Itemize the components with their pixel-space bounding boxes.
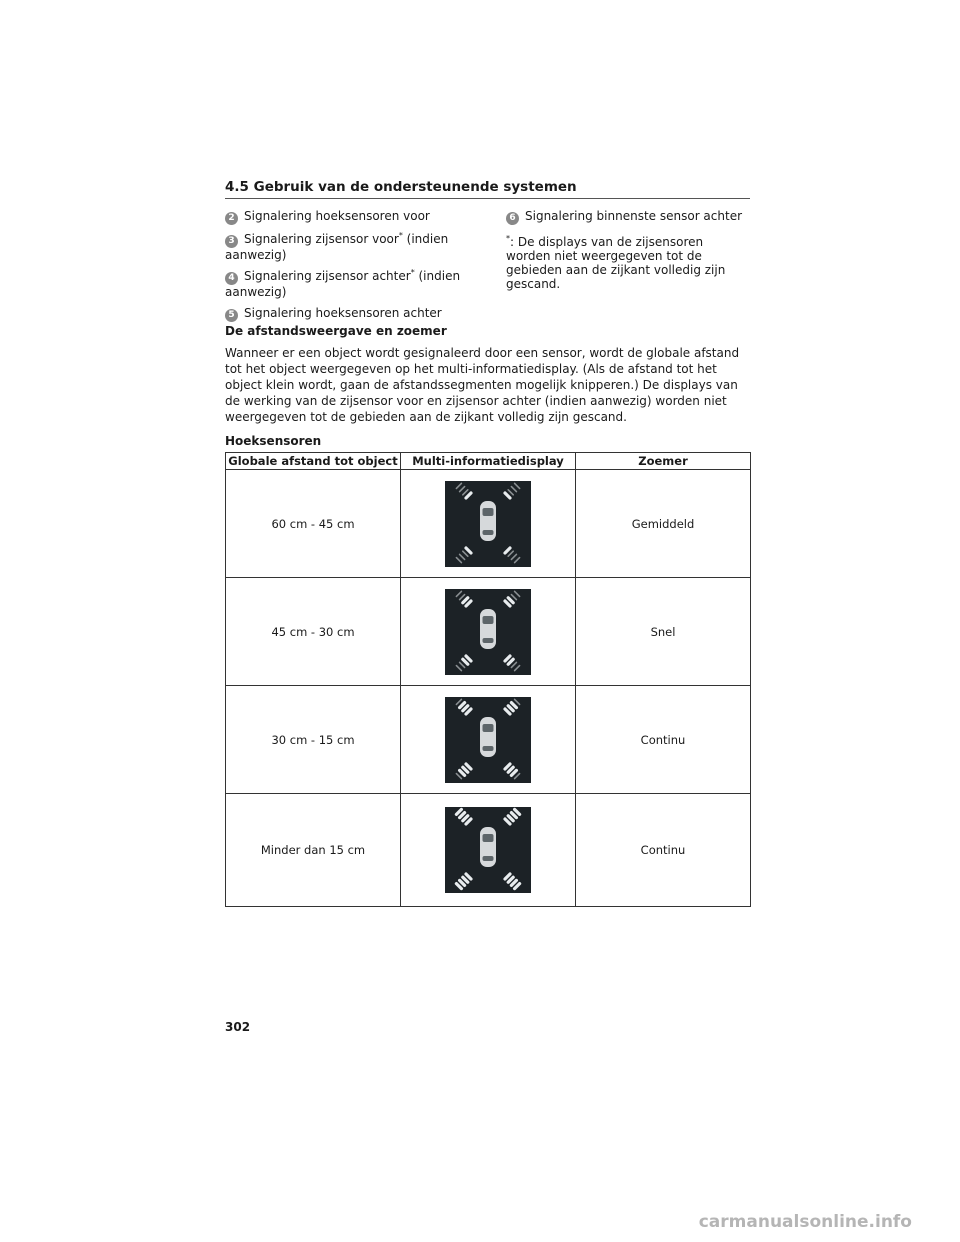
subsection-title: De afstandsweergave en zoemer (225, 324, 447, 338)
sensor-segment (456, 809, 461, 814)
sensor-segment (463, 489, 468, 494)
sensor-segment (505, 548, 510, 553)
sensor-display-image (445, 807, 531, 893)
sensor-segment (505, 709, 510, 714)
footnote (506, 235, 750, 291)
display-cell (401, 686, 576, 794)
sensor-segment (456, 884, 461, 889)
sensor-segment (456, 665, 461, 670)
sensor-segment (508, 489, 513, 494)
display-cell (401, 578, 576, 686)
table-header-row (226, 453, 751, 470)
sensor-segment (463, 597, 468, 602)
legend-item-text: Signalering hoeksensoren voor (244, 209, 430, 223)
sensor-segment (466, 548, 471, 553)
buzzer-cell: Gemiddeld (576, 470, 751, 578)
sensor-segment (505, 819, 510, 824)
sensor-segment (515, 557, 520, 562)
legend-item-text: Signalering binnenste sensor achter (525, 209, 743, 223)
sensor-segment (466, 764, 471, 769)
sensor-segment (463, 767, 468, 772)
callout-number: 4 (225, 272, 238, 285)
sensor-segment (505, 656, 510, 661)
sensor-display-graphic (445, 589, 531, 675)
buzzer-cell: Snel (576, 578, 751, 686)
table-row (226, 470, 751, 578)
distance-cell: 45 cm - 30 cm (226, 578, 401, 686)
sensor-segment (460, 813, 465, 818)
buzzer-cell: Continu (576, 686, 751, 794)
sensor-segment (456, 773, 461, 778)
sensor-display-graphic (445, 697, 531, 783)
car-rear-window (483, 638, 494, 643)
sensor-segment (508, 659, 513, 664)
sensor-segment (463, 659, 468, 664)
sensor-segment (463, 877, 468, 882)
sensor-display-graphic (445, 481, 531, 567)
car-rear-window (483, 530, 494, 535)
legend-item-4 (225, 269, 487, 299)
sensor-segment (460, 554, 465, 559)
header-display: Multi-informatiedisplay (401, 453, 576, 470)
sensor-segment (463, 551, 468, 556)
legend-right-column (506, 209, 750, 291)
legend-item-text: Signalering zijsensor voor (244, 232, 399, 246)
corner-sensor-table (225, 452, 751, 907)
legend-item-suffix: (indien aanwezig) (225, 269, 461, 299)
sensor-segment (511, 486, 516, 491)
sensor-segment (460, 702, 465, 707)
header-distance: Globale afstand tot object (226, 453, 401, 470)
sensor-segment (515, 884, 520, 889)
sensor-display-image (445, 697, 531, 783)
sensor-display-image (445, 589, 531, 675)
sensor-display-graphic (445, 807, 531, 893)
car-windshield (483, 724, 494, 732)
sensor-segment (511, 880, 516, 885)
sensor-segment (505, 493, 510, 498)
distance-cell: Minder dan 15 cm (226, 794, 401, 907)
sensor-segment (511, 702, 516, 707)
body-paragraph: Wanneer er een object wordt gesignaleerd door een sensor, wordt de globale afstand tot het object weergegeven op het multi-informatiedisplay. (Als de afstand tot het object klein wordt, gaan de afstandssegmenten mogelijk knipperen.) De displays van de werking van de zijsensor voor en zijsensor achter (indien aanwezig) worden niet weergegeven tot de gebieden aan de zijkant volledig zijn gescand. (225, 346, 740, 424)
sensor-segment (466, 656, 471, 661)
sensor-segment (456, 557, 461, 562)
display-cell (401, 470, 576, 578)
display-cell (401, 794, 576, 907)
sensor-segment (515, 591, 520, 596)
sensor-segment (511, 554, 516, 559)
sensor-segment (508, 597, 513, 602)
sensor-segment (508, 551, 513, 556)
sensor-segment (505, 601, 510, 606)
sensor-segment (463, 816, 468, 821)
sensor-segment (515, 773, 520, 778)
sensor-segment (466, 493, 471, 498)
callout-number: 5 (225, 309, 238, 322)
legend-item-6 (506, 209, 750, 225)
sensor-segment (466, 601, 471, 606)
sensor-segment (456, 483, 461, 488)
section-title: 4.5 Gebruik van de ondersteunende systemen (225, 179, 750, 199)
sensor-segment (511, 594, 516, 599)
page-number: 302 (225, 1020, 251, 1034)
footnote-marker: * (506, 234, 510, 243)
sensor-segment (515, 665, 520, 670)
sensor-segment (466, 874, 471, 879)
sensor-segment (515, 809, 520, 814)
car-windshield (483, 508, 494, 516)
sensor-segment (466, 709, 471, 714)
distance-section (225, 323, 750, 425)
sensor-segment (511, 770, 516, 775)
sensor-segment (460, 594, 465, 599)
sensor-segment (456, 591, 461, 596)
buzzer-cell: Continu (576, 794, 751, 907)
legend-item-2 (225, 209, 487, 225)
car-rear-window (483, 746, 494, 751)
legend-item-text: Signalering zijsensor achter (244, 269, 411, 283)
callout-number: 3 (225, 235, 238, 248)
sensor-segment (515, 699, 520, 704)
callout-number: 6 (506, 212, 519, 225)
footnote-text: : De displays van de zijsensoren worden niet weergegeven tot de gebieden aan de zijkant volledig zijn gescand. (506, 235, 726, 291)
sensor-segment (466, 819, 471, 824)
table-title: Hoeksensoren (225, 434, 322, 448)
distance-cell: 60 cm - 45 cm (226, 470, 401, 578)
watermark: carmanualsonline.info (698, 1212, 912, 1232)
sensor-segment (515, 483, 520, 488)
table-row (226, 578, 751, 686)
header-buzzer: Zoemer (576, 453, 751, 470)
sensor-display-image (445, 481, 531, 567)
legend-item-3 (225, 232, 487, 262)
footnote-marker: * (410, 268, 415, 277)
sensor-segment (508, 767, 513, 772)
sensor-segment (505, 764, 510, 769)
footnote-marker: * (398, 231, 403, 240)
sensor-segment (456, 699, 461, 704)
sensor-segment (511, 813, 516, 818)
sensor-segment (508, 877, 513, 882)
car-rear-window (483, 856, 494, 861)
sensor-segment (508, 816, 513, 821)
callout-number: 2 (225, 212, 238, 225)
legend-left-column (225, 209, 487, 329)
table-row (226, 794, 751, 907)
sensor-segment (460, 880, 465, 885)
distance-cell: 30 cm - 15 cm (226, 686, 401, 794)
legend-item-5 (225, 306, 487, 322)
sensor-segment (463, 705, 468, 710)
sensor-segment (460, 770, 465, 775)
table-row (226, 686, 751, 794)
sensor-segment (505, 874, 510, 879)
legend-item-text: Signalering hoeksensoren achter (244, 306, 442, 320)
car-windshield (483, 616, 494, 624)
sensor-segment (460, 486, 465, 491)
sensor-segment (508, 705, 513, 710)
sensor-segment (460, 662, 465, 667)
sensor-segment (511, 662, 516, 667)
legend-item-suffix: (indien aanwezig) (225, 232, 449, 262)
car-windshield (483, 834, 494, 842)
